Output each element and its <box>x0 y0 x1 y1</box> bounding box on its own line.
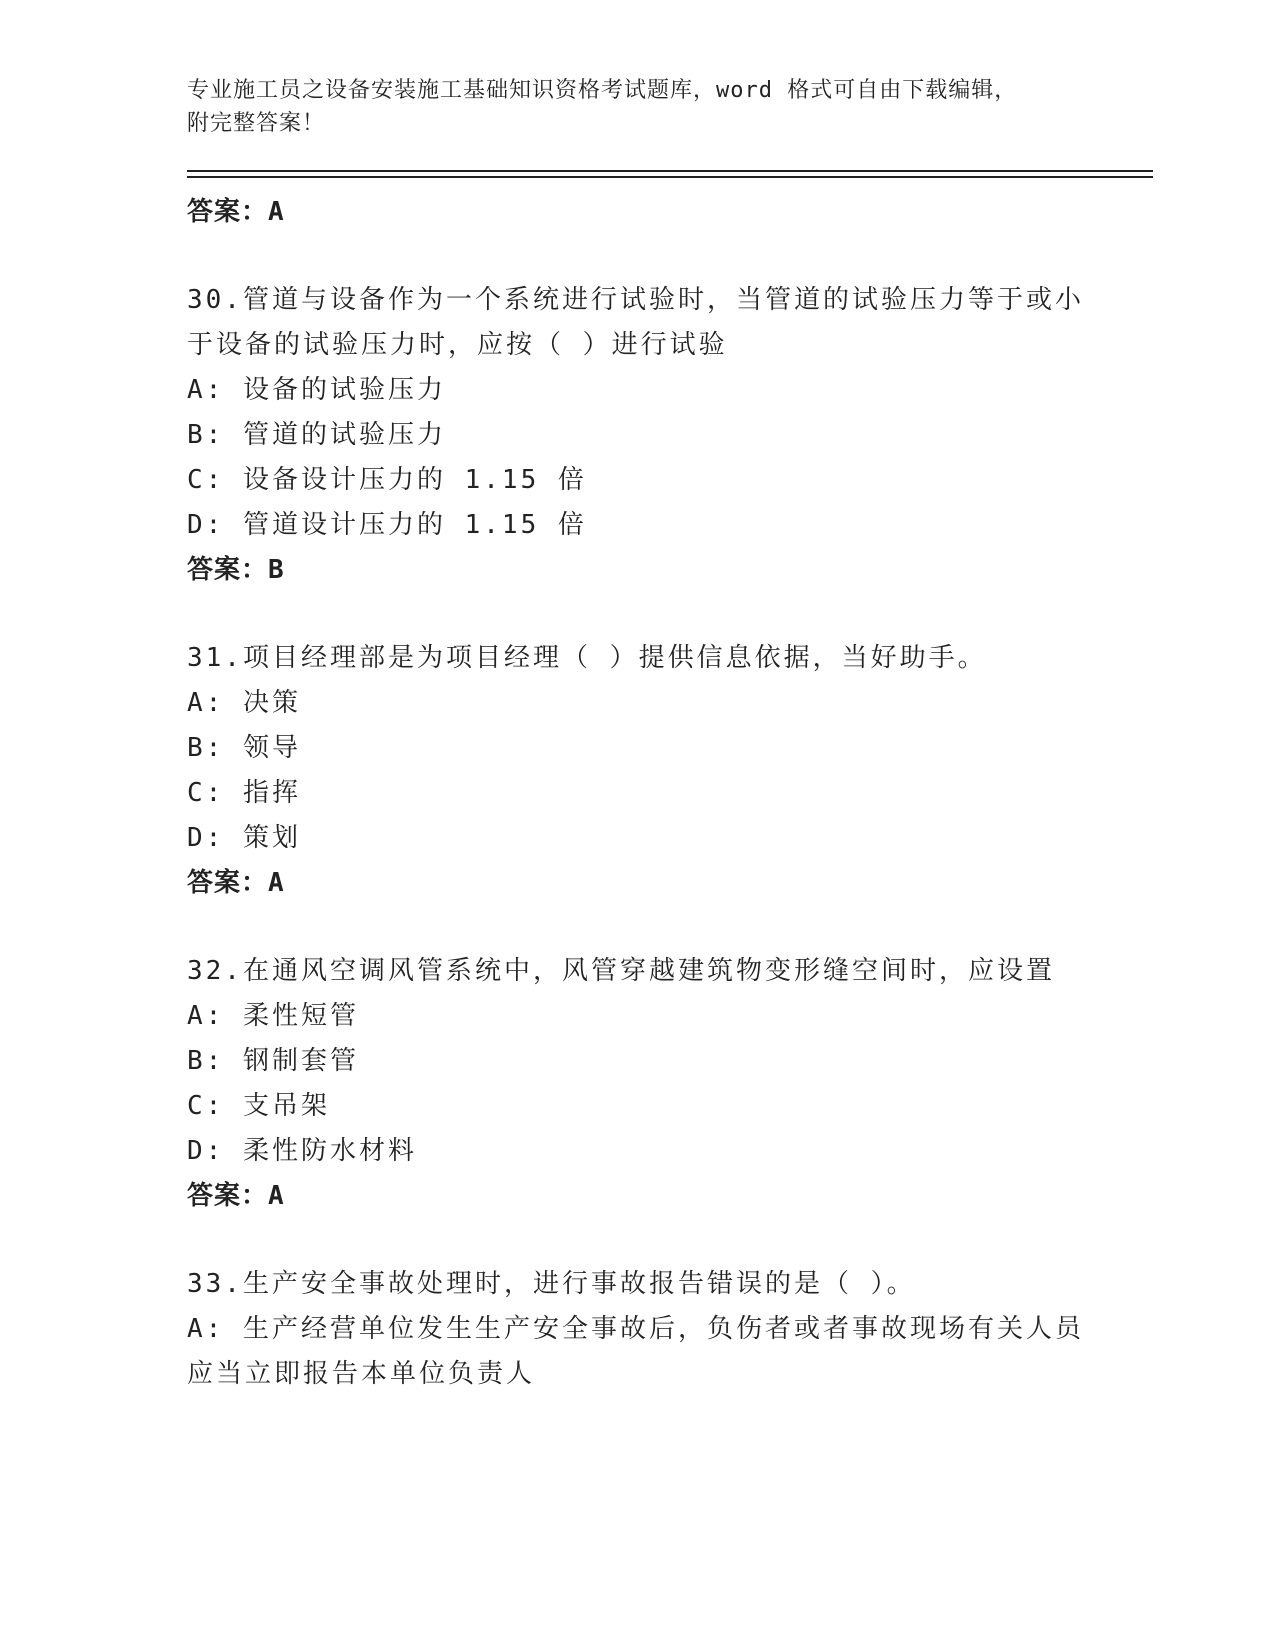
question-31 <box>187 636 1087 905</box>
option-a: A: 设备的试验压力 <box>187 375 446 405</box>
question-text: 33.生产安全事故处理时，进行事故报告错误的是（ ）。 <box>187 1269 916 1299</box>
option-c: C: 设备设计压力的 1.15 倍 <box>187 465 587 495</box>
option-c: C: 指挥 <box>187 778 301 808</box>
option-a: A: 决策 <box>187 688 301 718</box>
answer-line: 答案：A <box>187 868 285 898</box>
header-rule-bottom <box>187 176 1153 178</box>
document-header <box>187 74 1087 140</box>
question-33 <box>187 1262 1087 1397</box>
question-30 <box>187 278 1087 592</box>
header-rule-top <box>187 170 1153 172</box>
option-b: B: 管道的试验压力 <box>187 420 446 450</box>
option-d: D: 策划 <box>187 823 301 853</box>
option-c: C: 支吊架 <box>187 1091 330 1121</box>
question-list <box>187 190 1087 1397</box>
option-d: D: 管道设计压力的 1.15 倍 <box>187 510 587 540</box>
option-a: A: 柔性短管 <box>187 1001 359 1031</box>
answer-line: 答案：B <box>187 555 285 585</box>
answer-line: 答案：A <box>187 197 285 227</box>
question-text: 30.管道与设备作为一个系统进行试验时，当管道的试验压力等于或小于设备的试验压力时，应按（ ）进行试验 <box>187 285 1084 360</box>
option-b: B: 钢制套管 <box>187 1046 359 1076</box>
header-line-2: 附完整答案！ <box>187 111 326 136</box>
question-32 <box>187 949 1087 1218</box>
question-text: 32.在通风空调风管系统中，风管穿越建筑物变形缝空间时，应设置 <box>187 956 1055 986</box>
option-a: A: 生产经营单位发生生产安全事故后，负伤者或者事故现场有关人员应当立即报告本单位负责人 <box>187 1314 1084 1389</box>
option-b: B: 领导 <box>187 733 301 763</box>
answer-line: 答案：A <box>187 1181 285 1211</box>
header-line-1: 专业施工员之设备安装施工基础知识资格考试题库，word 格式可自由下载编辑， <box>187 78 1018 103</box>
question-text: 31.项目经理部是为项目经理（ ）提供信息依据，当好助手。 <box>187 643 987 673</box>
option-d: D: 柔性防水材料 <box>187 1136 417 1166</box>
